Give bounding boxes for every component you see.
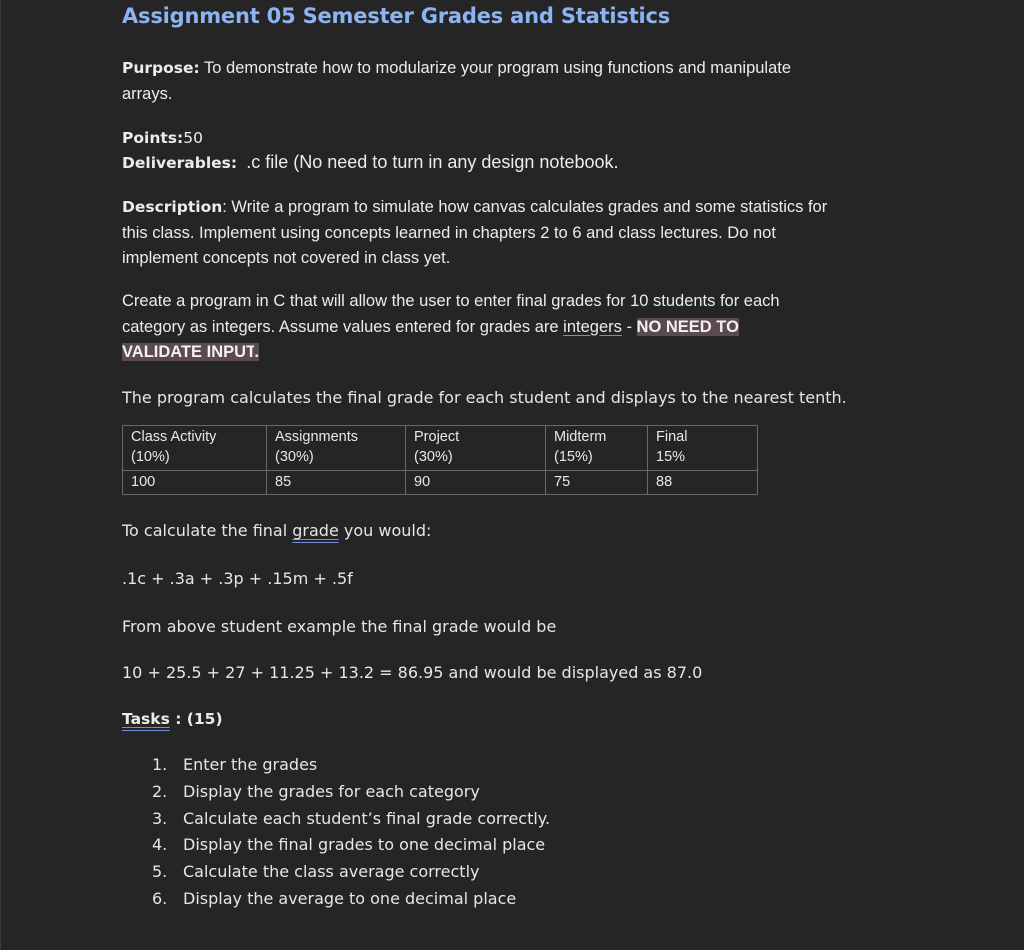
points-value: 50 — [183, 129, 203, 147]
validate-input-period: . — [254, 343, 259, 361]
grade-word: grade — [292, 521, 339, 540]
points-label: Points: — [122, 129, 184, 147]
header-cell: Project (30%) — [406, 426, 546, 471]
header-cell: Assignments (30%) — [267, 426, 406, 471]
list-item: 6. Display the average to one decimal place — [152, 888, 517, 908]
integers-word: integers — [563, 317, 622, 336]
formula: .1c + .3a + .3p + .15m + .5f — [122, 569, 353, 588]
create-paragraph — [122, 289, 912, 366]
tasks-points: : (15) — [169, 710, 223, 728]
tasks-list — [152, 752, 550, 913]
to-calculate-line — [122, 521, 431, 540]
value-cell: 85 — [267, 471, 406, 495]
header-cell: Class Activity (10%) — [123, 426, 267, 471]
value-cell: 88 — [648, 471, 758, 495]
deliverables-line — [122, 150, 912, 177]
validate-input-highlight: VALIDATE INPUT — [122, 343, 255, 361]
header-cell: Final 15% — [648, 426, 758, 471]
list-item: 2. Display the grades for each category — [152, 781, 480, 801]
list-item: 3. Calculate each student’s final grade correctly. — [152, 808, 551, 828]
create-line2: category as integers. Assume values entered for grades are — [122, 317, 564, 336]
description-line2: this class. Implement using concepts learned in chapters 2 to 6 and class lectures. Do not — [122, 223, 776, 242]
header-cell: Midterm (15%) — [546, 426, 648, 471]
to-calc-pre: To calculate the final — [122, 521, 293, 540]
purpose-label: Purpose: — [122, 59, 200, 77]
description-paragraph — [122, 195, 912, 272]
description-label: Description — [122, 198, 223, 216]
list-item: 4. Display the final grades to one decimal place — [152, 835, 546, 855]
description-line1: : Write a program to simulate how canvas calculates grades and some statistics for — [222, 198, 828, 216]
tasks-heading — [122, 710, 223, 728]
purpose-paragraph — [122, 56, 912, 107]
list-item: 5. Calculate the class average correctly — [152, 862, 480, 882]
points-line — [122, 126, 912, 152]
value-cell: 75 — [546, 471, 648, 495]
no-need-highlight: NO NEED TO — [636, 317, 739, 336]
value-cell: 100 — [123, 471, 267, 495]
purpose-text-line1: To demonstrate how to modularize your program using functions and manipulate — [204, 59, 792, 77]
deliverables-label: Deliverables: — [122, 154, 238, 172]
value-cell: 90 — [406, 471, 546, 495]
table-header-row — [123, 426, 758, 471]
purpose-text-line2: arrays. — [122, 84, 173, 103]
create-line1: Create a program in C that will allow the user to enter final grades for 10 students for each — [122, 292, 780, 310]
deliverables-value: .c file (No need to turn in any design notebook. — [246, 152, 619, 172]
page-title: Assignment 05 Semester Grades and Statistics — [122, 4, 671, 28]
to-calc-post: you would: — [338, 521, 432, 540]
create-separator: - — [621, 317, 637, 336]
description-line3: implement concepts not covered in class yet. — [122, 249, 451, 267]
table-row — [123, 471, 758, 495]
example-calculation: 10 + 25.5 + 27 + 11.25 + 13.2 = 86.95 and would be displayed as 87.0 — [122, 663, 703, 682]
tasks-label: Tasks — [122, 710, 170, 728]
list-item: 1. Enter the grades — [152, 755, 318, 774]
example-intro: From above student example the final grade would be — [122, 617, 557, 636]
grades-table — [122, 425, 758, 495]
calc-intro: The program calculates the final grade for each student and displays to the nearest tenth. — [122, 388, 847, 407]
